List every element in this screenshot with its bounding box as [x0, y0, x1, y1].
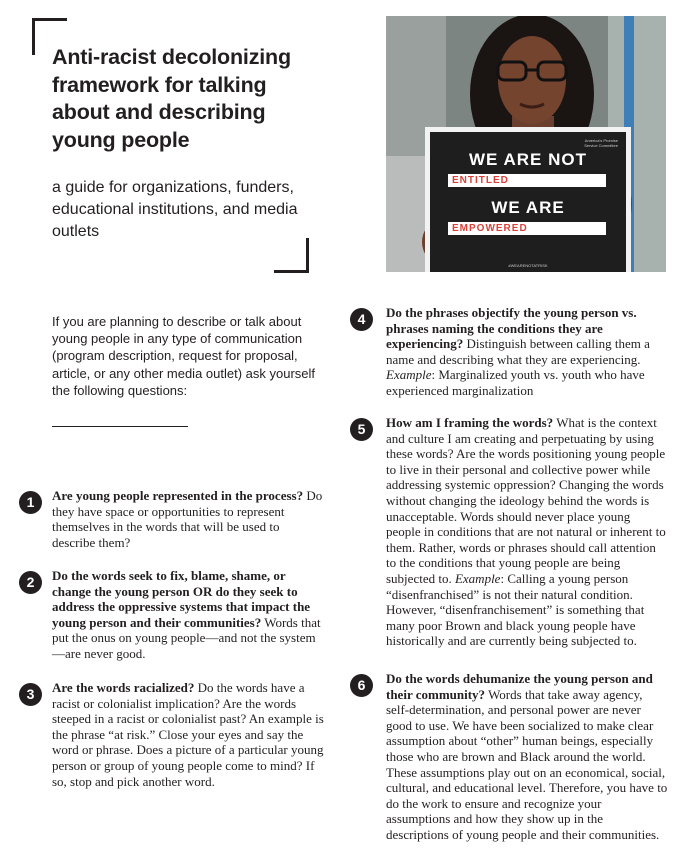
question-5-example-label: Example [454, 570, 501, 586]
question-6-body: Words that take away agency, self-determination, and personal power are never good to use. We have been socialized to make clear assumption about “other” human beings, especially those who are brown and Black around the world. These assumptions play out on an economical, social, cultural, and educational level. Therefore, you have to do the work to ensure and recognize your assumptions and how they show up in the descriptions of young people and their communities. [386, 686, 668, 842]
question-1 [52, 488, 324, 550]
sign-line-2: WE ARE [491, 198, 565, 217]
question-4-example-text: : Marginalized youth vs. youth who have experienced marginalization [386, 367, 645, 398]
intro-paragraph: If you are planning to describe or talk about young people in any type of communication (program description, request for proposal, article, or any other media outlet) ask yourself the following questions: [52, 314, 316, 398]
question-2-heading: Do the words seek to fix, blame, shame, or change the young person OR do they seek to address the oppressive systems that impact the young person and their communities? [52, 568, 311, 630]
question-5-number: 5 [350, 418, 373, 441]
question-1-body: Do they have space or opportunities to represent themselves in the words that will be used to describe them? [52, 488, 323, 550]
question-2 [52, 568, 326, 662]
question-6 [386, 671, 668, 843]
sign-org-text: America's Promise Service Committee [584, 138, 618, 148]
page-subtitle: a guide for organizations, funders, educational institutions, and media outlets [52, 179, 298, 240]
question-5-body: What is the context and culture I am creating and perpetuating by using these words? Are the words positioning young people to live in their personal and collective power while addressing systemic oppression? Changing the words without changing the ideology behind the words is unacceptable. Words should never place young people in conditions that are not natural or inherent to them. Rather, words or phrases should call attention to the conditions that young people are being subjected to. [386, 415, 666, 586]
question-3-heading: Are the words racialized? [52, 680, 195, 695]
photo-woman-holding-sign [386, 16, 666, 272]
question-3-body: Do the words have a racist or colonialist implication? Are the words steeped in a racist or colonialist past? An example is the phrase “at risk.” Close your eyes and say the word or phrase. Does a picture of a particular young person or group of young people come to mind? If so, stop and pick another word. [52, 680, 324, 789]
question-2-number: 2 [19, 571, 42, 594]
question-4-number: 4 [350, 308, 373, 331]
corner-bracket-bottom-right [274, 238, 309, 273]
question-4 [386, 305, 670, 399]
question-1-heading: Are young people represented in the process? [52, 488, 304, 503]
protest-sign [430, 132, 626, 272]
question-3-number: 3 [19, 683, 42, 706]
question-4-example-label: Example [386, 367, 432, 383]
question-6-number: 6 [350, 674, 373, 697]
question-5-heading: How am I framing the words? [386, 415, 554, 430]
sign-hashtag: #WEARENOTATRISK [508, 263, 548, 268]
divider-rule [52, 426, 188, 427]
question-3 [52, 680, 326, 789]
question-4-heading: Do the phrases objectify the young person vs. phrases naming the conditions they are experiencing? [386, 305, 637, 352]
question-6-heading: Do the words dehumanize the young person and their community? [386, 671, 653, 702]
question-2-body: Words that put the onus on young people—and not the system —are never good. [52, 614, 321, 661]
question-1-number: 1 [19, 491, 42, 514]
question-4-body: Distinguish between calling them a name and describing what they are experiencing. [386, 336, 650, 367]
sign-line-1: WE ARE NOT [469, 150, 587, 169]
question-5 [386, 415, 668, 649]
page-title: Anti-racist decolonizing framework for talking about and describing young people [52, 45, 291, 152]
question-5-example-text: : Calling a young person “disenfranchised” is not their natural condition. However, “disenfranchisement” is something that many poor Brown and black young people have historically and are currently being subjected to. [386, 570, 645, 649]
sign-word-2: EMPOWERED [448, 222, 606, 235]
sign-word-1: ENTITLED [448, 174, 606, 187]
